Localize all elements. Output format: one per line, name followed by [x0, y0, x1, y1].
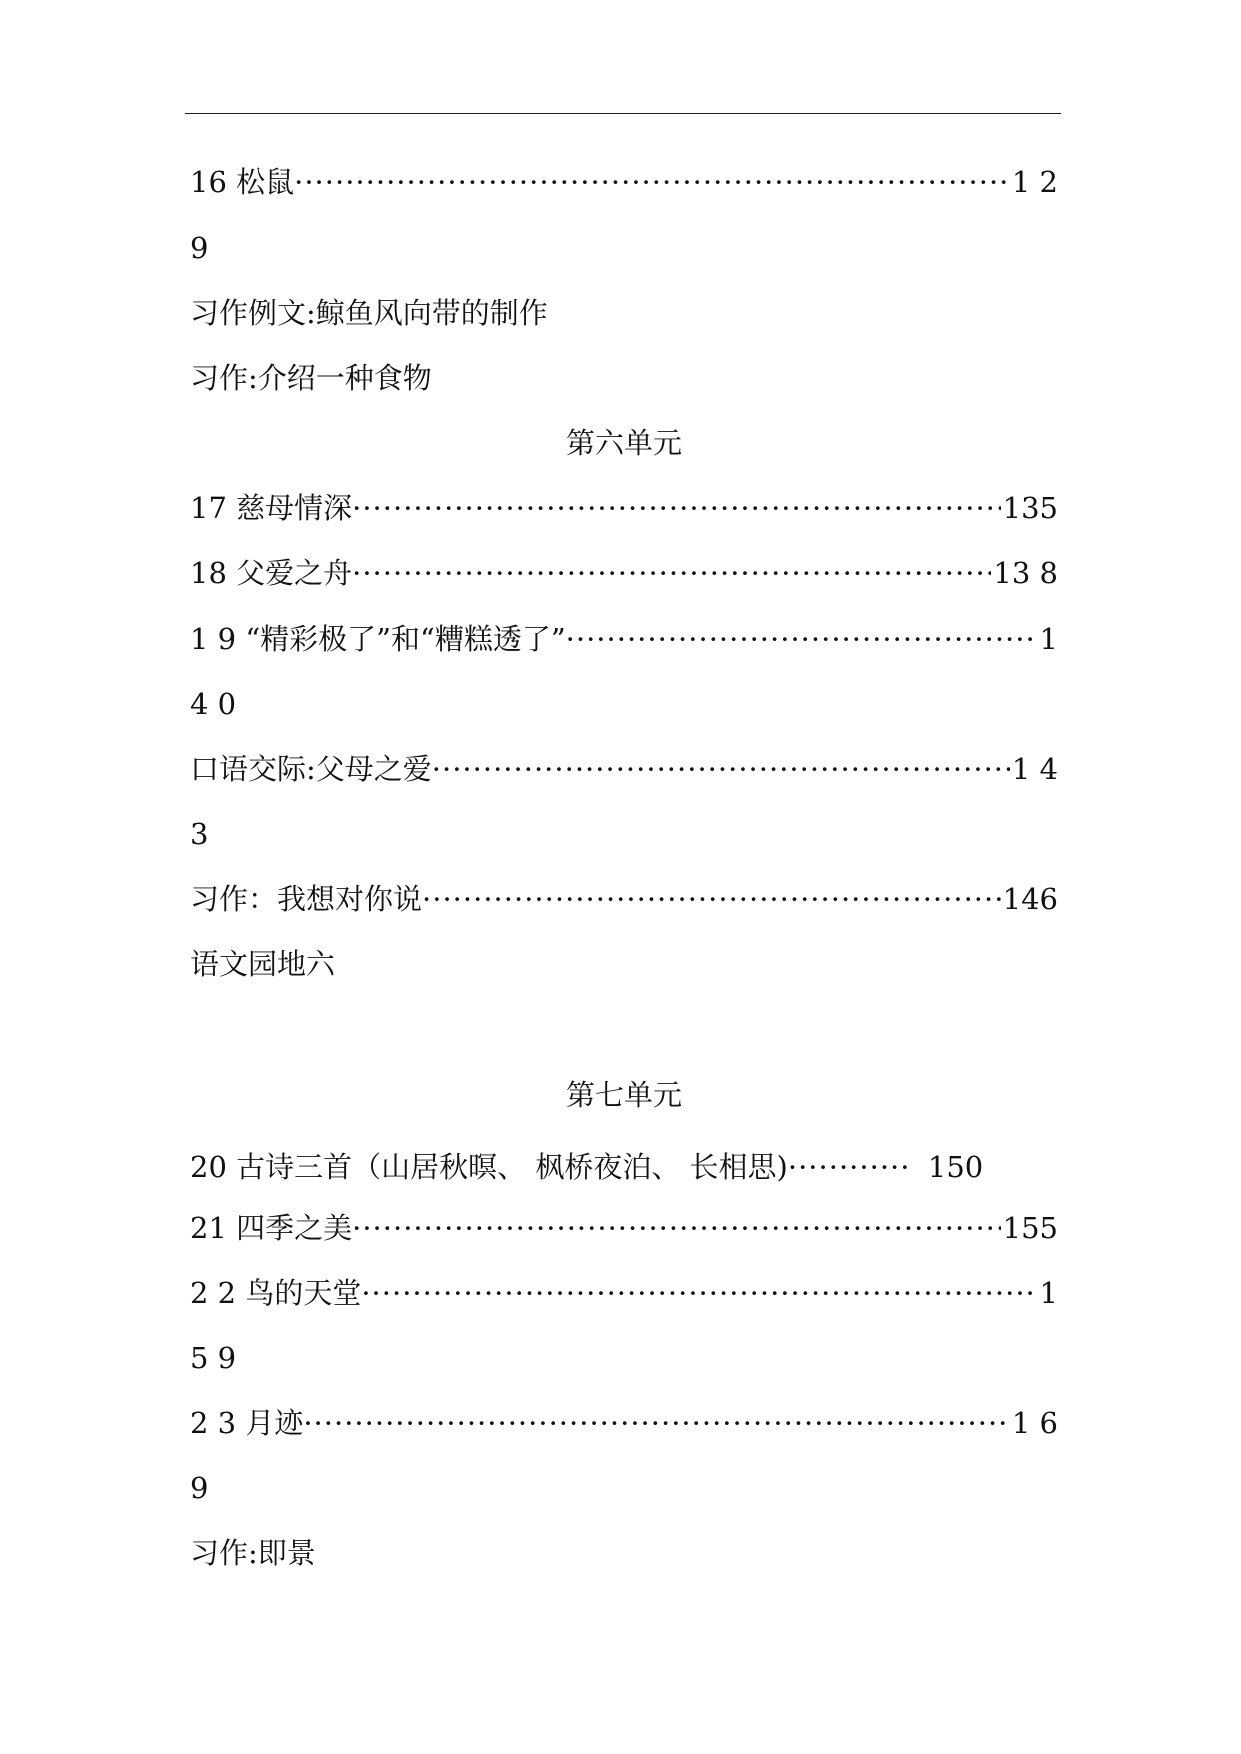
toc-entry	[190, 1147, 1058, 1187]
dot-leader	[303, 1403, 1010, 1443]
toc-entry-title: 2 2 鸟的天堂	[190, 1276, 362, 1310]
dot-leader	[566, 619, 1038, 659]
dot-leader	[361, 1273, 1037, 1313]
unit-heading: 第六单元	[565, 426, 682, 460]
toc-entry-page: 1	[1039, 1276, 1058, 1310]
toc-wrap-line: 5 9	[190, 1341, 237, 1375]
toc-entry-title: 17 慈母情深	[190, 491, 353, 525]
toc-wrap-line: 4 0	[190, 687, 237, 721]
toc-entry	[190, 619, 1058, 659]
toc-entry-page: 1 4	[1011, 752, 1058, 786]
dot-leader	[352, 1208, 1001, 1248]
toc-wrap-line: 3	[190, 817, 209, 851]
dot-leader	[422, 879, 1001, 919]
toc-entry-title: 18 父爱之舟	[190, 556, 353, 590]
toc-entry-title: 20 古诗三首（山居秋暝、 枫桥夜泊、 长相思)	[190, 1150, 788, 1184]
toc-entry-page: 150	[927, 1150, 984, 1184]
dot-leader	[294, 162, 1010, 202]
toc-entry	[190, 553, 1058, 593]
toc-wrap-line: 9	[190, 1471, 209, 1505]
toc-entry	[190, 488, 1058, 528]
header-rule	[185, 113, 1061, 114]
toc-entry-page: 1 2	[1011, 165, 1058, 199]
toc-entry-page: 1 6	[1011, 1406, 1058, 1440]
dot-leader	[352, 553, 991, 593]
toc-wrap-line: 9	[190, 231, 209, 265]
toc-entry: 语文园地六	[190, 947, 336, 981]
dot-leader	[788, 1147, 910, 1187]
toc-entry-page: 135	[1002, 491, 1058, 525]
toc-entry-page: 1	[1039, 622, 1058, 656]
toc-entry-title: 口语交际:父母之爱	[190, 752, 432, 786]
toc-entry: 习作:即景	[190, 1536, 316, 1570]
toc-entry-page: 13 8	[993, 556, 1058, 590]
toc-entry-title: 16 松鼠	[190, 165, 295, 199]
toc-entry	[190, 162, 1058, 202]
toc-entry-title: 2 3 月迹	[190, 1406, 304, 1440]
unit-heading: 第七单元	[565, 1078, 682, 1112]
toc-entry	[190, 1403, 1058, 1443]
toc-entry-title: 1 9 “精彩极了”和“糟糕透了”	[190, 622, 566, 656]
toc-entry: 习作:介绍一种食物	[190, 361, 432, 395]
toc-entry-title: 习作：我想对你说	[190, 882, 423, 916]
toc-entry-title: 21 四季之美	[190, 1211, 353, 1245]
toc-entry-page: 155	[1002, 1211, 1058, 1245]
dot-leader	[352, 488, 1001, 528]
toc-entry: 习作例文:鲸鱼风向带的制作	[190, 296, 548, 330]
dot-leader	[432, 749, 1010, 789]
toc-entry	[190, 1273, 1058, 1313]
toc-entry	[190, 1208, 1058, 1248]
toc-entry	[190, 749, 1058, 789]
toc-entry	[190, 879, 1058, 919]
toc-entry-page: 146	[1002, 882, 1058, 916]
